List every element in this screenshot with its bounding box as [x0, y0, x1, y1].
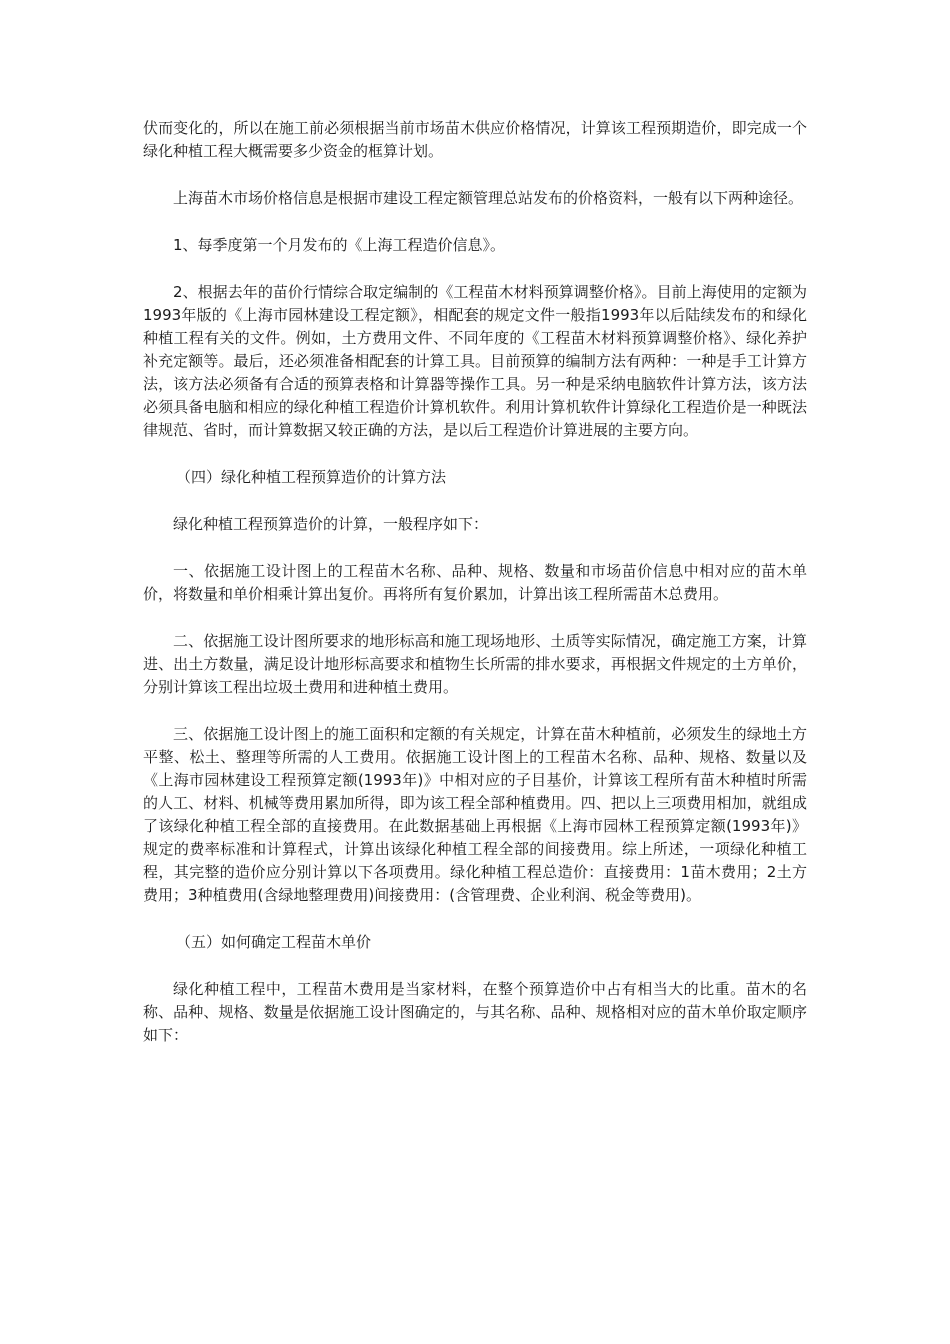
paragraph-gap: [143, 210, 807, 234]
paragraph-procedure-intro: 绿化种植工程预算造价的计算，一般程序如下：: [173, 515, 489, 533]
paragraph-step-1: 一、依据施工设计图上的工程苗木名称、品种、规格、数量和市场苗价信息中相对应的苗木单价，将数量和单价相乘计算出复价。再将所有复价累加，计算出该工程所需苗木总费用。: [143, 562, 807, 603]
paragraph-item-2: 2、根据去年的苗价行情综合取定编制的《工程苗木材料预算调整价格》。目前上海使用的定额为1993年版的《上海市园林建设工程定额》，相配套的规定文件一般指1993年以后陆续发布的和绿化种植工程有关的文件。例如，土方费用文件、不同年度的《工程苗木材料预算调整价格》、绿化养护补充定额等。最后，还必须准备相配套的计算工具。目前预算的编制方法有两种：一种是手工计算方法，该方法必须备有合适的预算表格和计算器等操作工具。另一种是采纳电脑软件计算方法，该方法必须具备电脑和相应的绿化种植工程造价计算机软件。利用计算机软件计算绿化工程造价是一种既法律规范、省时，而计算数据又较正确的方法，是以后工程造价计算进展的主要方向。: [143, 283, 807, 439]
paragraph-continuation: 伏而变化的，所以在施工前必须根据当前市场苗木供应价格情况，计算该工程预期造价，即完成一个绿化种植工程大概需要多少资金的框算计划。: [143, 119, 807, 160]
paragraph-gap: [143, 442, 807, 466]
paragraph-gap: [143, 954, 807, 978]
paragraph-step-2: 二、依据施工设计图所要求的地形标高和施工现场地形、土质等实际情况，确定施工方案，计算进、出土方数量，满足设计地形标高要求和植物生长所需的排水要求，再根据文件规定的土方单价，分别计算该工程出垃圾土费用和进种植土费用。: [143, 632, 807, 696]
paragraph-gap: [143, 163, 807, 187]
paragraph-gap: [143, 536, 807, 560]
paragraph-price-info-sources: 上海苗木市场价格信息是根据市建设工程定额管理总站发布的价格资料，一般有以下两种途径。: [173, 189, 804, 207]
paragraph-item-1: 1、每季度第一个月发布的《上海工程造价信息》。: [173, 236, 506, 254]
paragraph-gap: [143, 257, 807, 281]
paragraph-gap: [143, 606, 807, 630]
paragraph-step-3: 三、依据施工设计图上的施工面积和定额的有关规定，计算在苗木种植前，必须发生的绿地土方平整、松土、整理等所需的人工费用。依据施工设计图上的工程苗木名称、品种、规格、数量以及《上海市园林建设工程预算定额(1993年)》中相对应的子目基价，计算该工程所有苗木种植时所需的人工、材料、机械等费用累加所得，即为该工程全部种植费用。四、把以上三项费用相加，就组成了该绿化种植工程全部的直接费用。在此数据基础上再根据《上海市园林工程预算定额(1993年)》规定的费率标准和计算程式，计算出该绿化种植工程全部的间接费用。综上所述，一项绿化种植工程，其完整的造价应分别计算以下各项费用。绿化种植工程总造价：直接费用：1苗木费用；2土方费用；3种植费用(含绿地整理费用)间接费用：(含管理费、企业利润、税金等费用)。: [143, 725, 807, 904]
paragraph-gap: [143, 699, 807, 723]
paragraph-gap: [143, 489, 807, 513]
document-page: [143, 117, 807, 1047]
paragraph-gap: [143, 907, 807, 931]
section-heading-4: （四）绿化种植工程预算造价的计算方法: [176, 468, 447, 486]
paragraph-unit-price: 绿化种植工程中，工程苗木费用是当家材料，在整个预算造价中占有相当大的比重。苗木的名称、品种、规格、数量是依据施工设计图确定的，与其名称、品种、规格相对应的苗木单价取定顺序如下：: [143, 980, 807, 1044]
section-heading-5: （五）如何确定工程苗木单价: [176, 933, 372, 951]
